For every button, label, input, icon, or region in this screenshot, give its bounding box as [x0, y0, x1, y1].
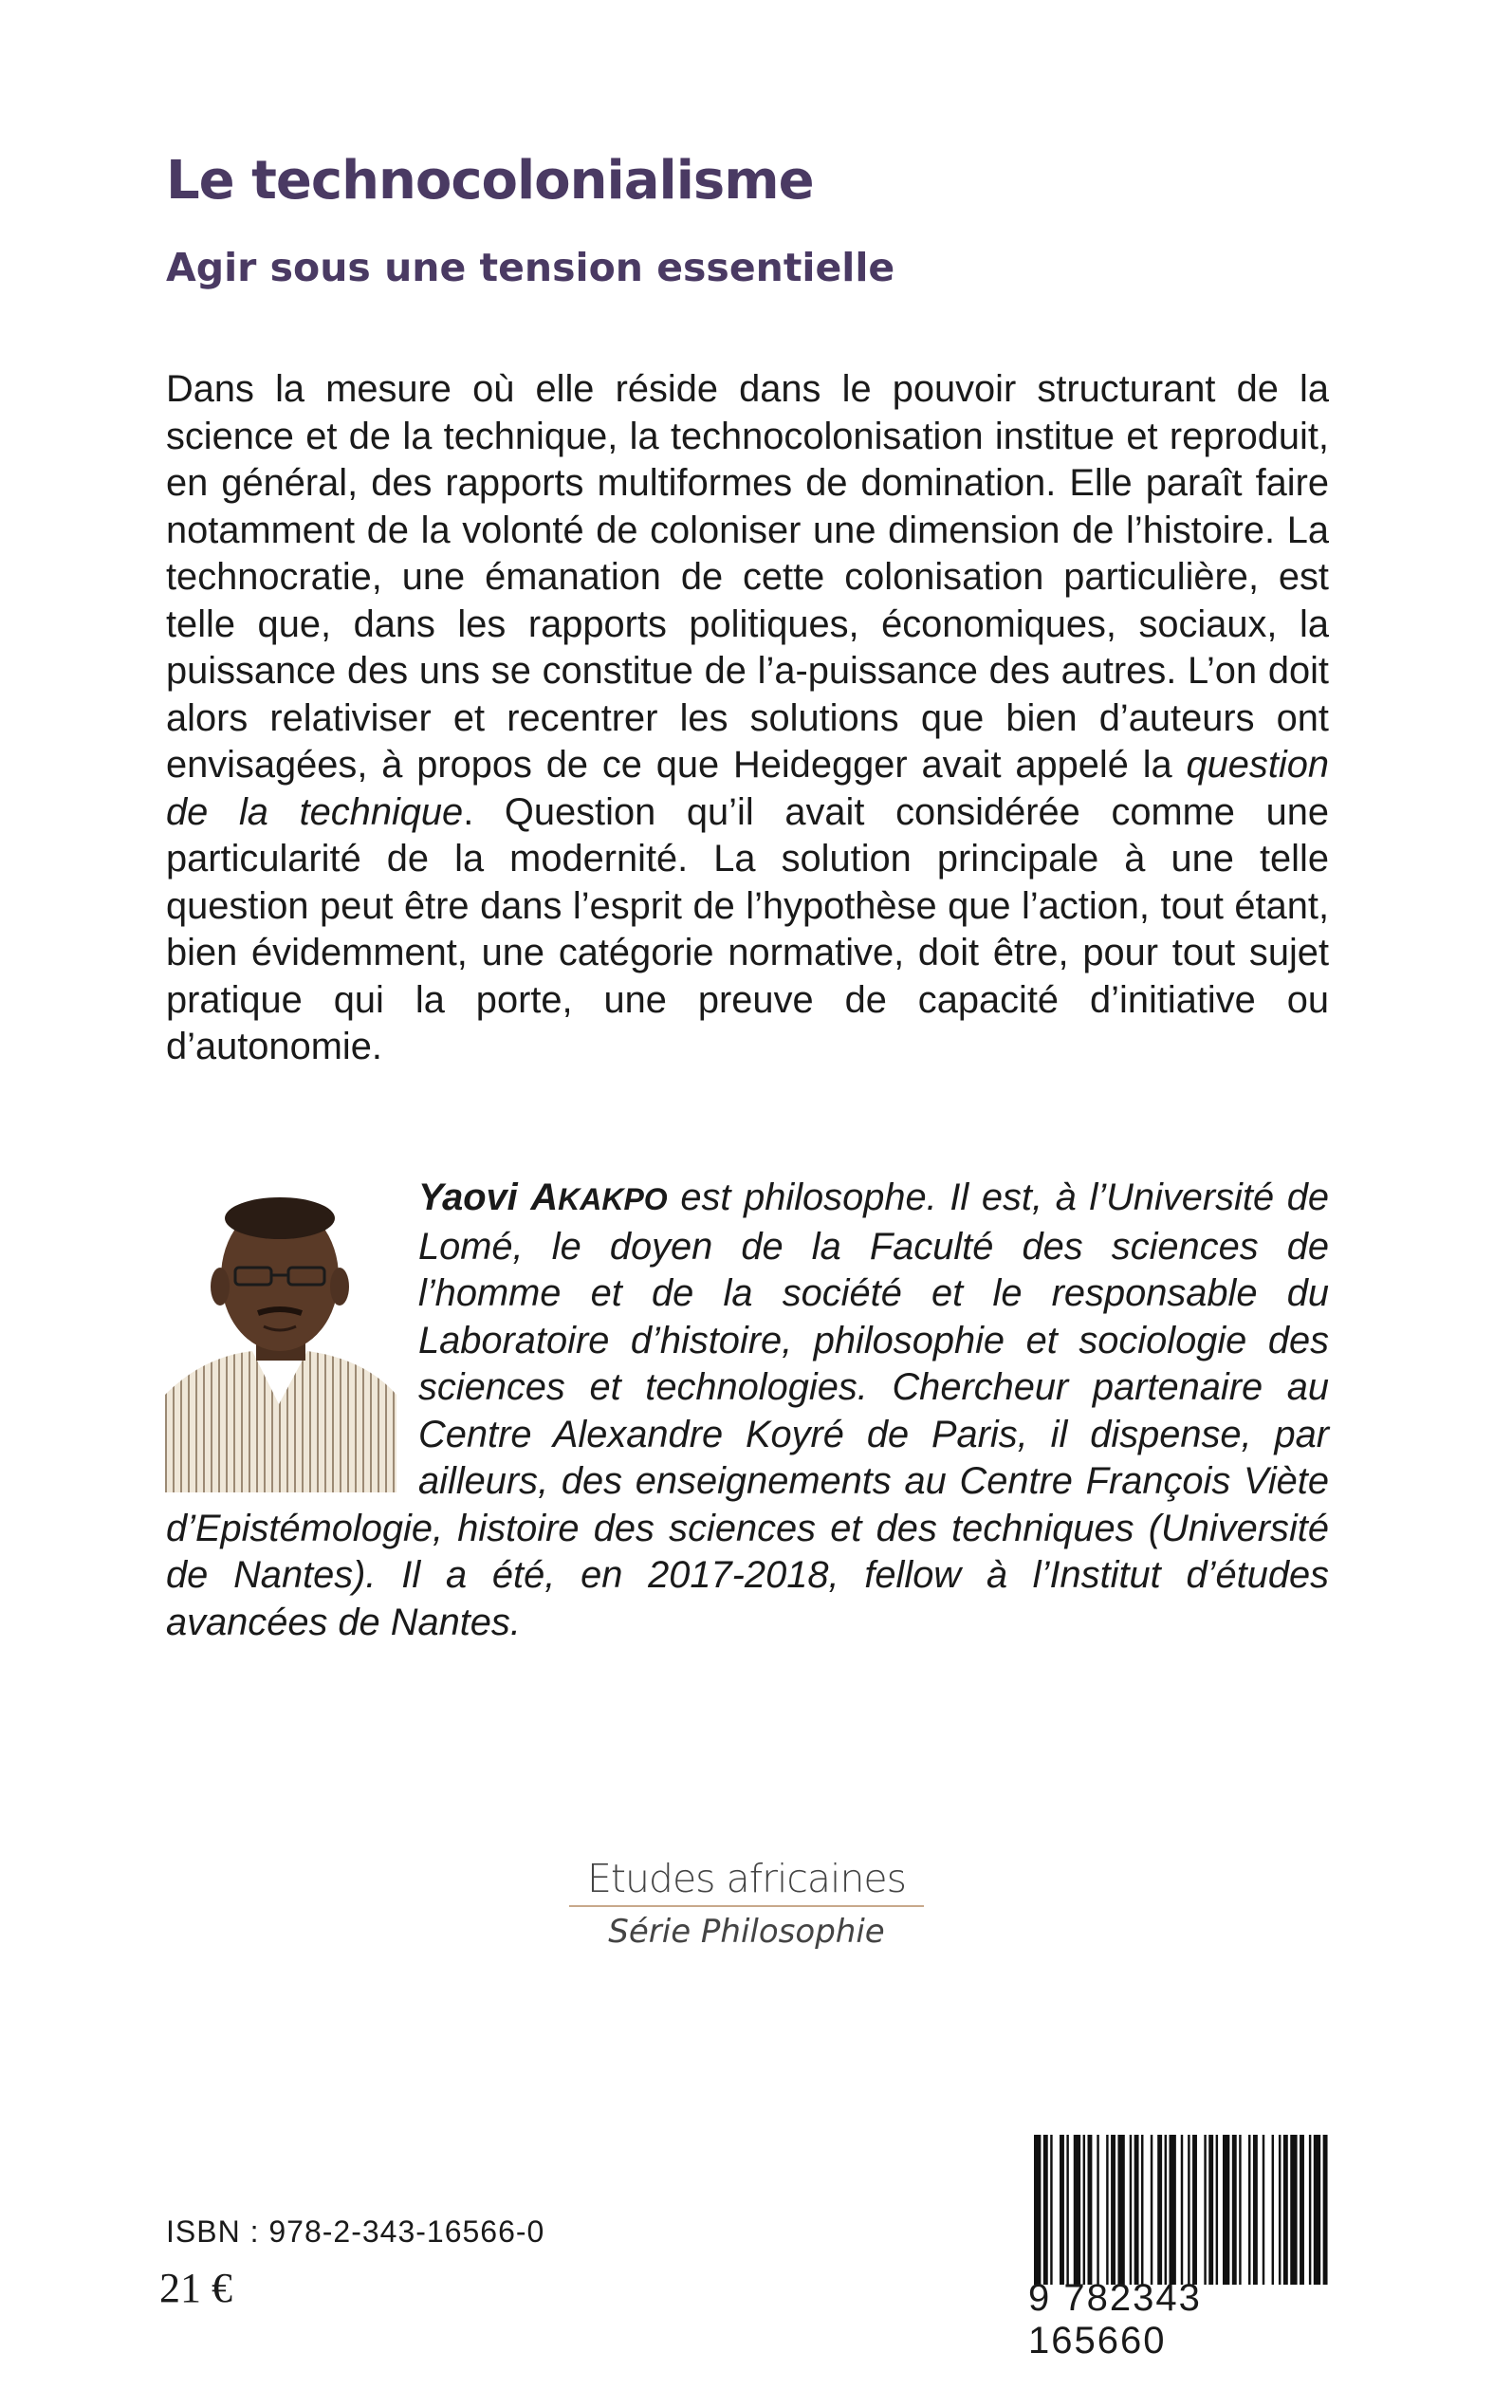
- barcode-bar: [1169, 2135, 1175, 2285]
- barcode-bar: [1066, 2135, 1068, 2285]
- author-bio-text: est philosophe. Il est, à l’Université de Lomé, le doyen de la Faculté des sciences de l’homme et de la société et le responsable du Laboratoire d’histoire, philosophie et sociologie des sciences et technologies. Chercheur partenaire au Centre Alexandre Koyré de Paris, il dispense, par ailleurs, des enseignements au Centre François Viète d’Epistémologie, histoire des sciences et des techniques (Université de Nantes). Il a été, en 2017-2018, fellow à l’Institut d’études avancées de Nantes.: [166, 1176, 1329, 1643]
- series-subseries: Série Philosophie: [608, 1913, 885, 1951]
- barcode-bar: [1300, 2135, 1304, 2285]
- blurb-text-part2: . Question qu’il avait considérée comme une particularité de la modernité. La solution principale à une telle question peut être dans l’esprit de l’hypothèse que l’action, tout étant, bien évidemment, une catégorie normative, doit être, pour tout sujet pratique qui la porte, une preuve de capacité d’initiative ou d’autonomie.: [166, 790, 1330, 1067]
- barcode-bar: [1253, 2135, 1258, 2285]
- barcode-bar: [1248, 2135, 1250, 2285]
- barcode-bar: [1239, 2135, 1241, 2285]
- book-title: Le technocolonialisme: [166, 150, 814, 212]
- barcode-bar: [1111, 2135, 1116, 2285]
- barcode-bar: [1083, 2135, 1085, 2285]
- barcode-bar: [1314, 2135, 1320, 2285]
- back-cover-blurb: [166, 366, 1329, 1071]
- barcode-bar: [1157, 2135, 1162, 2285]
- barcode-bar: [1188, 2135, 1189, 2285]
- blurb-emphasis: question de la technique: [166, 744, 1329, 833]
- series-block: [569, 1856, 924, 1951]
- price: 21 €: [159, 2265, 232, 2311]
- barcode-bar: [1060, 2135, 1064, 2285]
- barcode-bar: [1134, 2135, 1139, 2285]
- barcode-bar: [1283, 2135, 1288, 2285]
- barcode-bar: [1263, 2135, 1264, 2285]
- barcode-bar: [1290, 2135, 1297, 2285]
- barcode-bar: [1088, 2135, 1093, 2285]
- author-last-name-initial: A: [530, 1176, 559, 1218]
- barcode-bar: [1097, 2135, 1098, 2285]
- author-first-name: Yaovi: [418, 1176, 518, 1218]
- author-last-name-rest: KAKPO: [558, 1182, 668, 1216]
- barcode-bar: [1323, 2135, 1328, 2285]
- barcode-bar: [1208, 2135, 1213, 2285]
- author-bio: [166, 1175, 1329, 1646]
- barcode-bar: [1181, 2135, 1183, 2285]
- barcode-bar: [1117, 2135, 1124, 2285]
- barcode-bar: [1165, 2135, 1167, 2285]
- barcode-bar: [1034, 2135, 1041, 2285]
- barcode-bar: [1232, 2135, 1237, 2285]
- barcode-bar: [1223, 2135, 1229, 2285]
- author-name: [418, 1176, 668, 1218]
- barcode-bar: [1192, 2135, 1197, 2285]
- barcode-bar: [1216, 2135, 1218, 2285]
- barcode-bar: [1130, 2135, 1132, 2285]
- barcode-digits: 9 782343 165660: [1028, 2277, 1202, 2362]
- barcode: [1034, 2135, 1330, 2285]
- book-subtitle: Agir sous une tension essentielle: [166, 245, 895, 290]
- barcode-bar: [1204, 2135, 1206, 2285]
- barcode-bar: [1309, 2135, 1311, 2285]
- barcode-bar: [1141, 2135, 1143, 2285]
- barcode-bar: [1272, 2135, 1274, 2285]
- barcode-bar: [1106, 2135, 1108, 2285]
- barcode-bar: [1043, 2135, 1048, 2285]
- barcode-bar: [1074, 2135, 1080, 2285]
- isbn: ISBN : 978-2-343-16566-0: [166, 2214, 545, 2249]
- blurb-text-part1: Dans la mesure où elle réside dans le pouvoir structurant de la science et de la technique, la technocolonisation institue et reproduit, en général, des rapports multiformes de domination. Elle paraît faire notamment de la volonté de coloniser une dimension de l’histoire. La technocratie, une émanation de cette colonisation particulière, est telle que, dans les rapports politiques, économiques, sociaux, la puissance des uns se constitue de l’a-puissance des autres. L’on doit alors relativiser et recentrer les solutions que bien d’auteurs ont envisagées, à propos de ce que Heidegger avait appelé la: [166, 368, 1329, 786]
- barcode-bar: [1050, 2135, 1052, 2285]
- barcode-bar: [1279, 2135, 1281, 2285]
- series-name: Etudes africaines: [569, 1856, 924, 1907]
- photo-spacer: [166, 1175, 418, 1497]
- barcode-bar: [1151, 2135, 1152, 2285]
